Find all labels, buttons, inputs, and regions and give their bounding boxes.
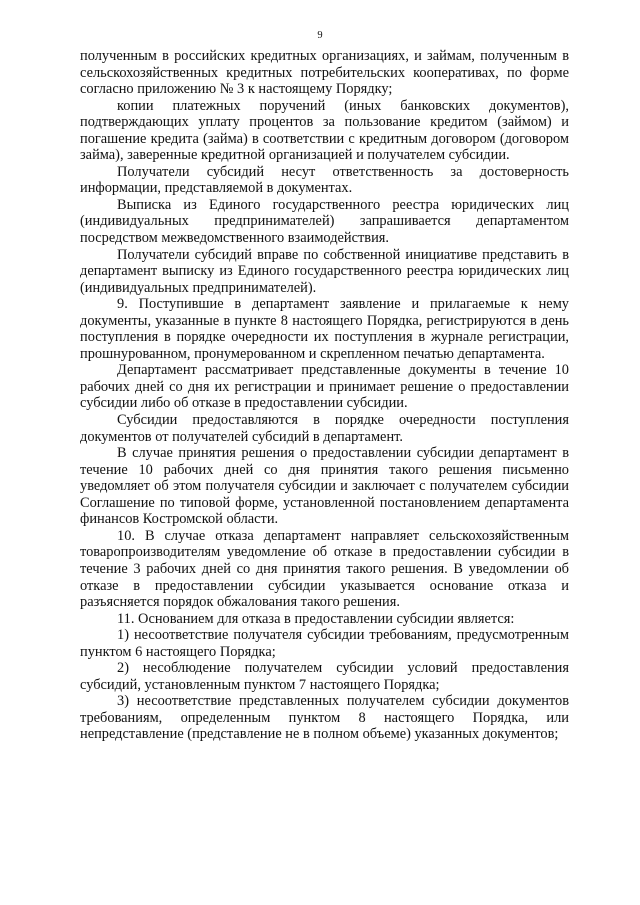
paragraph: 2) несоблюдение получателем субсидии условий предоставления субсидий, установленным пунктом 7 настоящего Порядка; bbox=[80, 660, 569, 693]
paragraph: 9. Поступившие в департамент заявление и прилагаемые к нему документы, указанные в пункте 8 настоящего Порядка, регистрируются в день поступления в порядке очередности их поступления в журнале регистрации, прошнурованном, пронумерованном и скрепленном печатью департамента. bbox=[80, 296, 569, 362]
paragraph: В случае принятия решения о предоставлении субсидии департамент в течение 10 рабочих дней со дня принятия такого решения письменно уведомляет об этом получателя субсидии и заключает с получателем субсидии Соглашение по типовой форме, установленной постановлением департамента финансов Костромской области. bbox=[80, 445, 569, 528]
paragraph: Получатели субсидий вправе по собственной инициативе представить в департамент выписку из Единого государственного реестра юридических лиц (индивидуальных предпринимателей). bbox=[80, 246, 569, 296]
paragraph: Субсидии предоставляются в порядке очередности поступления документов от получателей субсидий в департамент. bbox=[80, 412, 569, 445]
paragraph: Выписка из Единого государственного реестра юридических лиц (индивидуальных предпринимателей) запрашивается департаментом посредством межведомственного взаимодействия. bbox=[80, 196, 569, 247]
paragraph: 3) несоответствие представленных получателем субсидии документов требованиям, определенным пунктом 8 настоящего Порядка, или непредставление (представление не в полном объеме) указанных документов; bbox=[80, 693, 569, 743]
page-number: 9 bbox=[317, 30, 323, 41]
paragraph: копии платежных поручений (иных банковских документов), подтверждающих уплату процентов за пользование кредитом (займом) и погашение кредита (займа) в соответствии с кредитным договором (договором займа), заверенные кредитной организацией и получателем субсидии. bbox=[80, 97, 569, 164]
paragraph: 10. В случае отказа департамент направляет сельскохозяйственным товаропроизводителям уведомление об отказе в предоставлении субсидии в течение 3 рабочих дней со дня принятия такого решения. В уведомлении об отказе в предоставлении субсидии указывается основание отказа и разъясняется порядок обжалования такого решения. bbox=[80, 527, 569, 611]
document-body bbox=[80, 48, 569, 743]
paragraph: 11. Основанием для отказа в предоставлении субсидии является: bbox=[117, 610, 515, 627]
paragraph: Департамент рассматривает представленные документы в течение 10 рабочих дней со дня их регистрации и принимает решение о предоставлении субсидии либо об отказе в предоставлении субсидии. bbox=[80, 362, 569, 412]
paragraph: 1) несоответствие получателя субсидии требованиям, предусмотренным пунктом 6 настоящего Порядка; bbox=[80, 627, 569, 660]
paragraph: полученным в российских кредитных организациях, и займам, полученным в сельскохозяйственных кредитных потребительских кооперативах, по форме согласно приложению № 3 к настоящему Порядку; bbox=[80, 48, 569, 98]
paragraph: Получатели субсидий несут ответственность за достоверность информации, представляемой в документах. bbox=[80, 163, 569, 197]
